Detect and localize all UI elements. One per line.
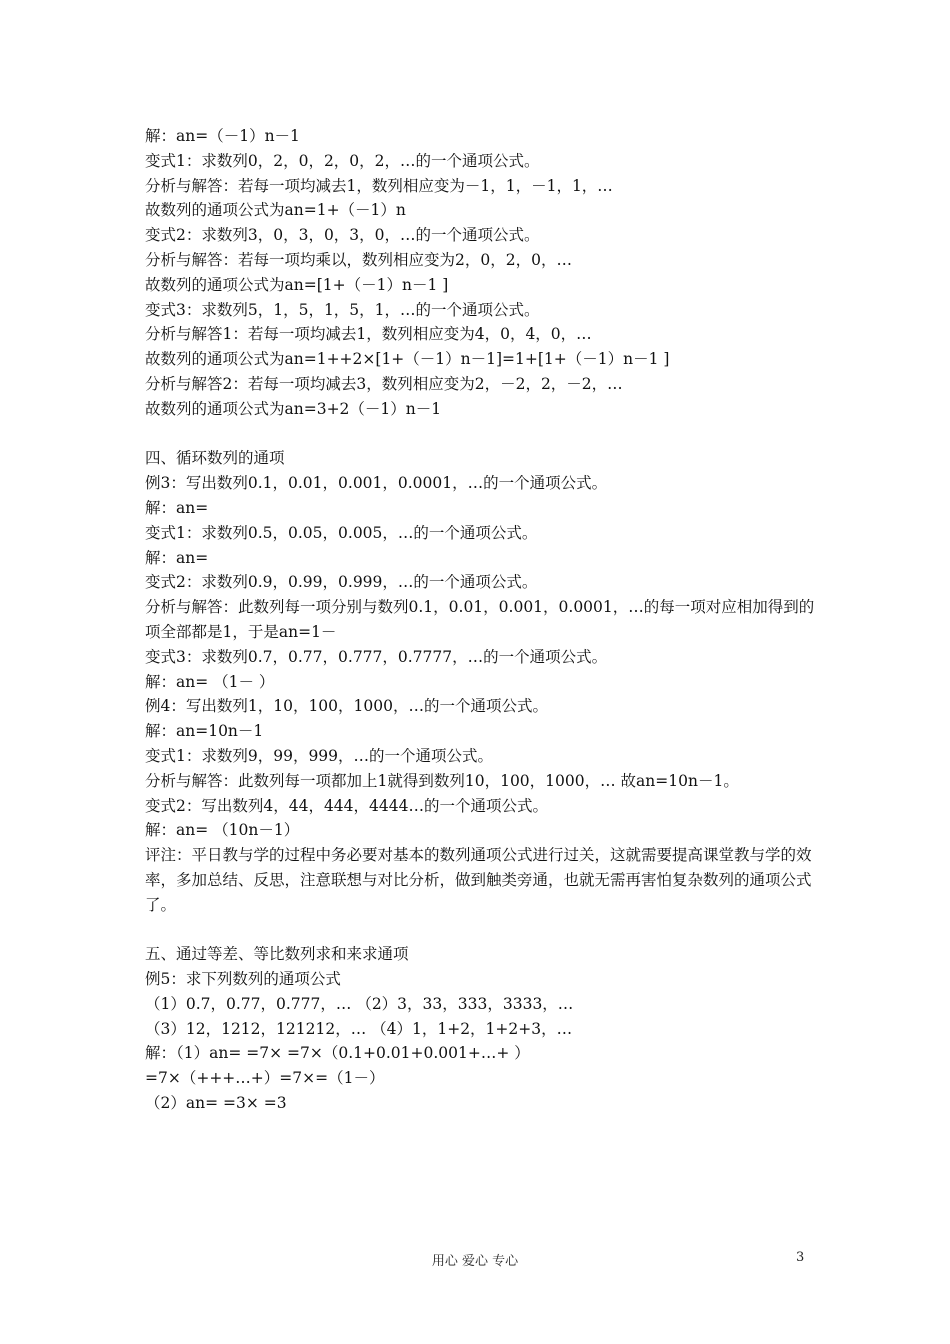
text-line: 故数列的通项公式为an=[1+（－1）n－1 ] [145,275,449,294]
text-line: 解：an= （10n－1） [145,821,300,840]
text-line: 故数列的通项公式为an=3+2（－1）n－1 [145,399,442,418]
text-line: 变式3：求数列5，1，5，1，5，1，…的一个通项公式。 [145,300,540,319]
text-line: 变式2：写出数列4，44，444，4444…的一个通项公式。 [145,796,548,815]
text-line: 故数列的通项公式为an=1++2×[1+（－1）n－1]=1+[1+（－1）n－1 ] [145,350,670,369]
text-line: （1）0.7，0.77，0.777，… （2）3，33，333，3333，… [145,994,574,1013]
text-line: 变式1：求数列0，2，0，2，0，2，…的一个通项公式。 [145,151,540,170]
section-heading: 四、循环数列的通项 [145,449,285,468]
text-line: 分析与解答2：若每一项均减去3，数列相应变为2，－2，2，－2，… [145,374,623,393]
paragraph-gap [145,422,825,447]
text-line: 例3：写出数列0.1，0.01，0.001，0.0001，…的一个通项公式。 [145,474,608,493]
text-line: 分析与解答：若每一项均减去1，数列相应变为－1，1，－1，1，… [145,176,613,195]
page-body [145,124,825,1116]
text-line: （2）an= =3× =3 [145,1094,287,1113]
text-line: 解：an=（－1）n－1 [145,127,300,145]
text-paragraph: 分析与解答：此数列每一项分别与数列0.1，0.01，0.001，0.0001，…的每一项对应相加得到的项全部都是1，于是an=1－ [145,598,815,641]
section-heading: 五、通过等差、等比数列求和来求通项 [145,945,409,964]
text-line: 变式1：求数列9，99，999，…的一个通项公式。 [145,746,494,765]
text-line: 变式1：求数列0.5，0.05，0.005，…的一个通项公式。 [145,523,538,542]
text-line: 解：（1）an= =7× =7×（0.1+0.01+0.001+…+ ） [145,1044,530,1063]
commentary-paragraph: 评注：平日教与学的过程中务必要对基本的数列通项公式进行过关，这就需要提高课堂教与学的效率，多加总结、反思，注意联想与对比分析，做到触类旁通，也就无需再害怕复杂数列的通项公式了。 [145,846,812,914]
text-line: （3）12，1212，121212，… （4）1，1+2，1+2+3，… [145,1019,573,1038]
text-line: 例5：求下列数列的通项公式 [145,970,341,989]
text-line: 变式2：求数列3，0，3，0，3，0，…的一个通项公式。 [145,226,540,245]
text-line: 解：an= [145,548,209,567]
text-line: 分析与解答：此数列每一项都加上1就得到数列10，100，1000，… 故an=10n－1。 [145,771,739,790]
page-number: 3 [796,1250,805,1265]
text-line: 变式3：求数列0.7，0.77，0.777，0.7777，…的一个通项公式。 [145,647,608,666]
text-line: =7×（+++…+）=7×=（1－） [145,1069,385,1088]
text-line: 故数列的通项公式为an=1+（－1）n [145,201,406,220]
text-line: 解：an= [145,498,209,517]
text-line: 解：an=10n－1 [145,722,264,741]
text-line: 解：an= （1－ ） [145,672,275,691]
text-line: 分析与解答1：若每一项均减去1，数列相应变为4，0，4，0，… [145,325,592,344]
text-line: 例4：写出数列1，10，100，1000，…的一个通项公式。 [145,697,548,716]
footer-motto: 用心 爱心 专心 [431,1254,519,1269]
text-line: 分析与解答：若每一项均乘以，数列相应变为2，0，2，0，… [145,250,572,269]
paragraph-gap [145,918,825,943]
text-line: 变式2：求数列0.9，0.99，0.999，…的一个通项公式。 [145,573,538,592]
